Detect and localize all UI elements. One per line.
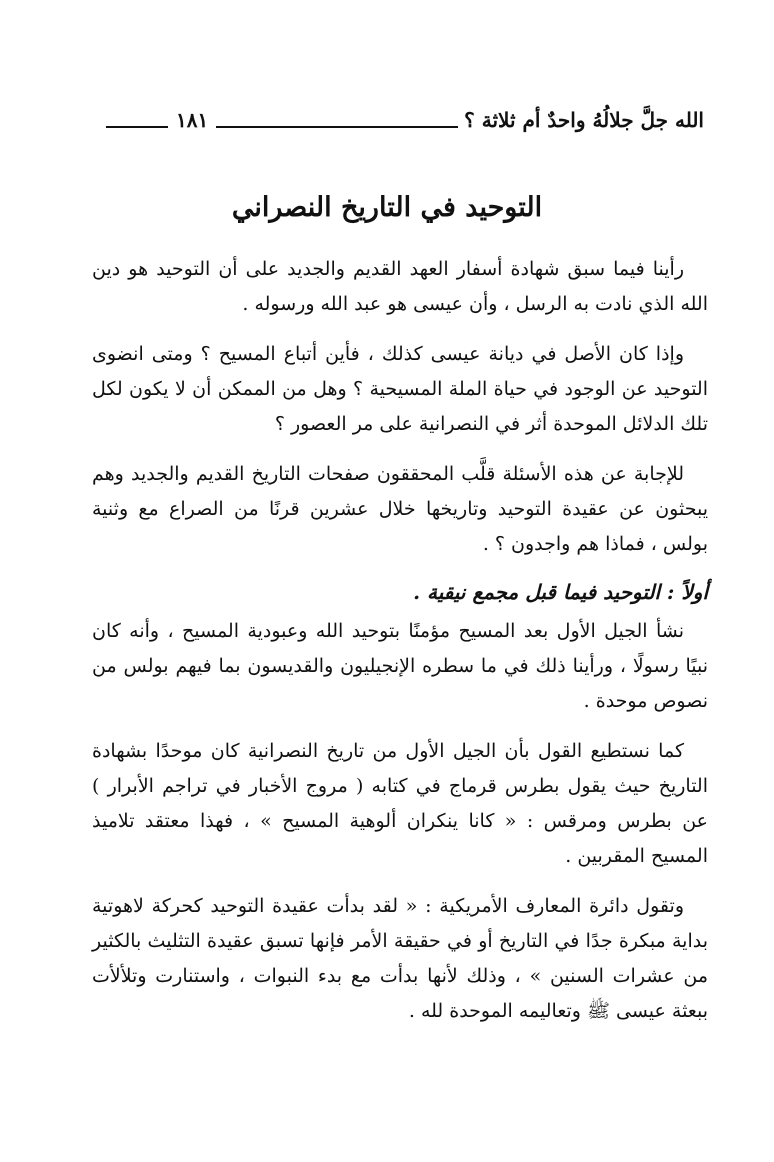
paragraph: وتقول دائرة المعارف الأمريكية : « لقد بدأت عقيدة التوحيد كحركة لاهوتية بداية مبكرة جدًا في التاريخ أو في حقيقة الأمر فإنها تسبق عقيدة التثليث بالكثير من عشرات السنين » ، وذلك لأنها بدأت مع بدء النبوات ، واستنارت وتلألأت ببعثة عيسى ﷺ وتعاليمه الموحدة لله .: [92, 895, 708, 1022]
page-number: ١٨١: [176, 108, 209, 132]
running-title: الله جلَّ جلالُهُ واحدٌ أم ثلاثة ؟: [464, 108, 704, 132]
paragraph: للإجابة عن هذه الأسئلة قلَّب المحققون صفحات التاريخ القديم والجديد وهم يبحثون عن عقيدة التوحيد وتاريخها خلال عشرين قرنًا من الصراع مع وثنية بولس ، فماذا هم واجدون ؟ .: [92, 463, 708, 555]
section-title: التوحيد في التاريخ النصراني: [231, 192, 543, 223]
header-rule-short: [106, 126, 168, 128]
header-rule: [216, 126, 458, 128]
paragraph: كما نستطيع القول بأن الجيل الأول من تاريخ النصرانية كان موحدًا بشهادة التاريخ حيث يقول بطرس قرماج في كتابه ( مروج الأخبار في تراجم الأبرار ) عن بطرس ومرقس : « كانا ينكران ألوهية المسيح » ، فهذا معتقد تلاميذ المسيح المقربين .: [92, 740, 708, 867]
subheading: أولاً : التوحيد فيما قبل مجمع نيقية .: [413, 580, 708, 604]
body-text: [92, 252, 708, 1029]
paragraph: رأينا فيما سبق شهادة أسفار العهد القديم والجديد على أن التوحيد هو دين الله الذي نادت به الرسل ، وأن عيسى هو عبد الله ورسوله .: [92, 258, 708, 315]
paragraph: وإذا كان الأصل في ديانة عيسى كذلك ، فأين أتباع المسيح ؟ ومتى انضوى التوحيد عن الوجود في حياة الملة المسيحية ؟ وهل من الممكن أن لا يكون لكل تلك الدلائل الموحدة أثر في النصرانية على مر العصور ؟: [92, 343, 708, 435]
paragraph: نشأ الجيل الأول بعد المسيح مؤمنًا بتوحيد الله وعبودية المسيح ، وأنه كان نبيًا رسولًا ، ورأينا ذلك في ما سطره الإنجيليون والقديسون بما فيهم بولس من نصوص موحدة .: [92, 620, 708, 712]
running-header: [100, 100, 704, 140]
